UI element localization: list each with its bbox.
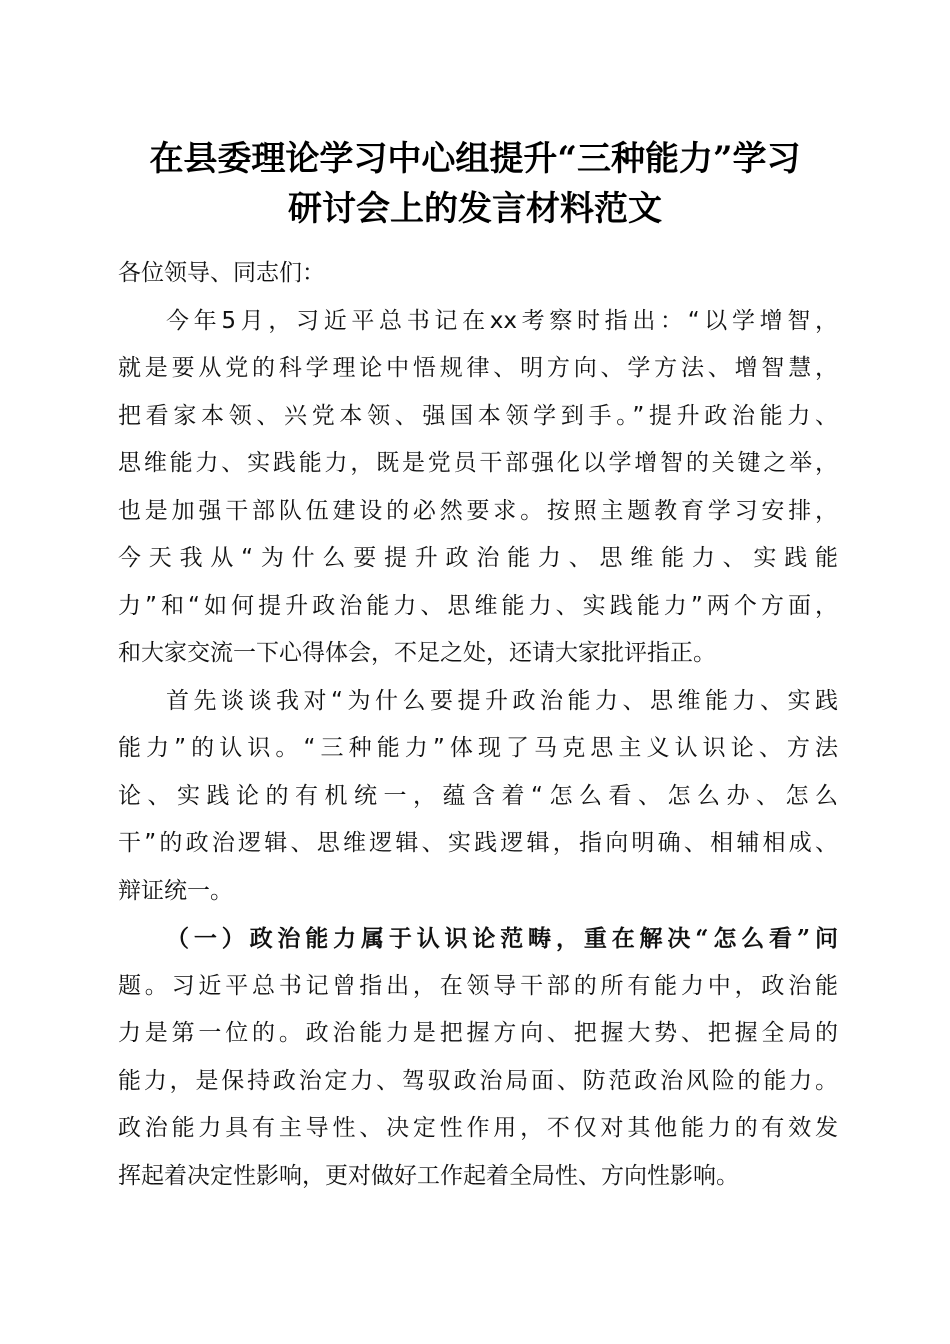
paragraph-3-political-ability bbox=[118, 915, 838, 1200]
paragraph-line: 挥起着决定性影响，更对做好工作起着全局性、方向性影响。 bbox=[118, 1162, 739, 1189]
paragraph-line: 今天我从“为什么要提升政治能力、思维能力、实践能 bbox=[118, 545, 838, 571]
paragraph-line: 能力，是保持政治定力、驾驭政治局面、防范政治风险的能力。 bbox=[118, 1067, 838, 1094]
document-body bbox=[118, 250, 838, 1200]
paragraph-line: 把看家本领、兴党本领、强国本领学到手。”提升政治能力、 bbox=[118, 402, 838, 429]
paragraph-line: 和大家交流一下心得体会，不足之处，还请大家批评指正。 bbox=[118, 640, 716, 666]
paragraph-line: 力”和“如何提升政治能力、思维能力、实践能力”两个方面， bbox=[118, 592, 838, 619]
paragraph-line: 政治能力具有主导性、决定性作用，不仅对其他能力的有效发 bbox=[118, 1115, 838, 1141]
section-heading-political-ability: （一）政治能力属于认识论范畴，重在解决“怎么看”问 bbox=[166, 925, 838, 952]
paragraph-line: 论、实践论的有机统一，蕴含着“怎么看、怎么办、怎么 bbox=[118, 782, 838, 809]
paragraph-1 bbox=[118, 298, 838, 678]
paragraph-line: 力是第一位的。政治能力是把握方向、把握大势、把握全局的 bbox=[118, 1020, 838, 1046]
paragraph-line: 能力”的认识。“三种能力”体现了马克思主义认识论、方法 bbox=[118, 735, 838, 761]
paragraph-line: 思维能力、实践能力，既是党员干部强化以学增智的关键之举， bbox=[118, 450, 838, 476]
paragraph-line: 题。习近平总书记曾指出，在领导干部的所有能力中，政治能 bbox=[118, 972, 838, 999]
paragraph-line: 就是要从党的科学理论中悟规律、明方向、学方法、增智慧， bbox=[118, 355, 838, 381]
paragraph-line: 辩证统一。 bbox=[118, 877, 233, 904]
paragraph-2 bbox=[118, 678, 838, 916]
paragraph-line: 首先谈谈我对“为什么要提升政治能力、思维能力、实践 bbox=[166, 687, 838, 714]
paragraph-line: 今年5月，习近平总书记在xx考察时指出：“以学增智， bbox=[166, 307, 838, 334]
document-title bbox=[100, 134, 850, 234]
paragraph-line: 也是加强干部队伍建设的必然要求。按照主题教育学习安排， bbox=[118, 497, 838, 524]
paragraph-line: 干”的政治逻辑、思维逻辑、实践逻辑，指向明确、相辅相成、 bbox=[118, 830, 838, 856]
title-line-1: 在县委理论学习中心组提升“三种能力”学习 bbox=[149, 139, 801, 179]
salutation: 各位领导、同志们： bbox=[118, 260, 325, 286]
title-line-2: 研讨会上的发言材料范文 bbox=[288, 189, 662, 229]
